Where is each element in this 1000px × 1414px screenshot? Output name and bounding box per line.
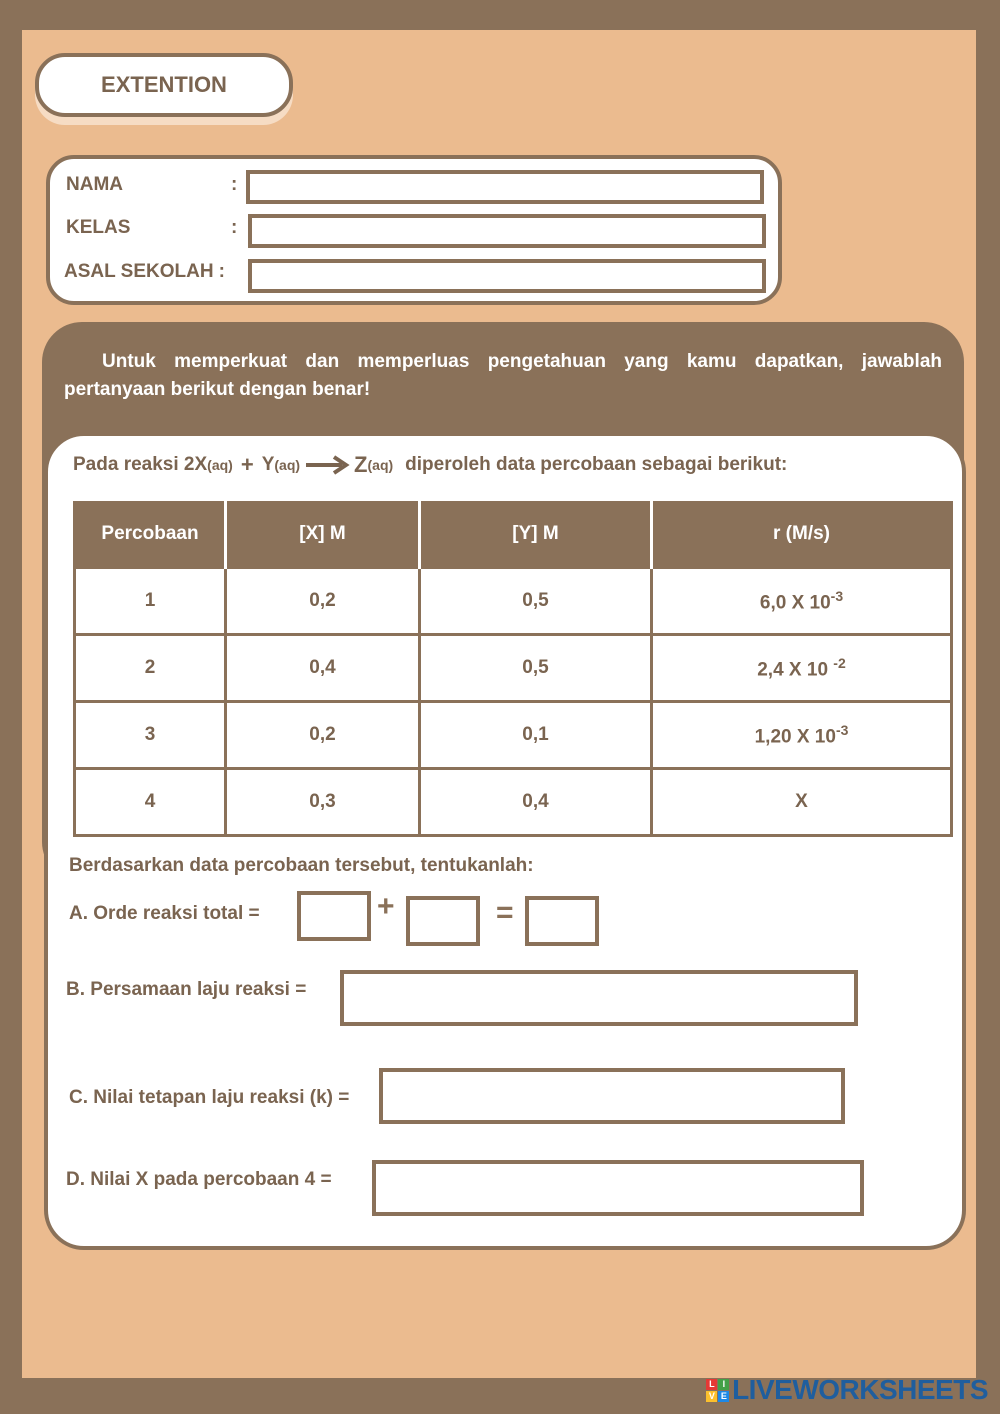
live-logo-icon	[706, 1379, 729, 1402]
section-title-badge	[35, 53, 293, 117]
cell-no: 4	[75, 769, 226, 836]
rate-exponent: -3	[835, 721, 849, 738]
live-letter: I	[718, 1379, 729, 1390]
reaction-y-state: (aq)	[274, 457, 301, 473]
reaction-z: Z	[354, 452, 368, 477]
cell-y: 0,4	[420, 769, 652, 836]
identity-row-kelas	[66, 213, 249, 243]
question-a-label: A. Orde reaksi total =	[69, 903, 260, 924]
question-c-label: C. Nilai tetapan laju reaksi (k) =	[69, 1087, 350, 1108]
identity-row-asal-sekolah	[64, 257, 225, 287]
kelas-field[interactable]	[248, 214, 766, 248]
rate-base: 6,0 X 10	[759, 592, 831, 614]
answer-b-rate-equation[interactable]	[340, 970, 858, 1026]
table-row	[75, 769, 952, 836]
live-letter: L	[706, 1379, 717, 1390]
kelas-label: KELAS	[66, 217, 131, 238]
asal-sekolah-colon: :	[218, 261, 225, 282]
header-y-concentration: [Y] M	[420, 501, 652, 568]
asal-sekolah-label: ASAL SEKOLAH	[64, 261, 214, 282]
question-b-label: B. Persamaan laju reaksi =	[66, 979, 307, 1000]
header-x-concentration: [X] M	[226, 501, 420, 568]
cell-rate	[652, 769, 952, 836]
reaction-x-state: (aq)	[207, 457, 233, 473]
answer-a-order-x[interactable]	[297, 891, 371, 941]
answer-c-rate-constant[interactable]	[379, 1068, 845, 1124]
reaction-plus: +	[240, 452, 254, 477]
cell-y: 0,5	[420, 635, 652, 702]
table-row	[75, 702, 952, 769]
rate-base: 2,4 X 10	[757, 659, 834, 681]
question-d-label: D. Nilai X pada percobaan 4 =	[66, 1169, 332, 1190]
table-header-row	[75, 501, 952, 568]
live-letter: E	[718, 1391, 729, 1402]
nama-label: NAMA	[66, 174, 123, 195]
answer-a-plus: +	[377, 890, 395, 923]
cell-x: 0,3	[226, 769, 420, 836]
rate-exponent: -3	[830, 587, 844, 604]
cell-x: 0,2	[226, 702, 420, 769]
identity-row-nama	[66, 170, 249, 200]
reaction-suffix: diperoleh data percobaan sebagai berikut:	[405, 454, 788, 475]
rate-base: 1,20 X 10	[754, 726, 836, 748]
rate-base: X	[795, 791, 808, 812]
cell-no: 3	[75, 702, 226, 769]
cell-y: 0,5	[420, 568, 652, 635]
cell-no: 1	[75, 568, 226, 635]
cell-rate	[652, 702, 952, 769]
live-letter: V	[706, 1391, 717, 1402]
cell-no: 2	[75, 635, 226, 702]
brand-name: LIVEWORKSHEETS	[732, 1374, 988, 1405]
nama-field[interactable]	[246, 170, 764, 204]
questions-intro: Berdasarkan data percobaan tersebut, tentukanlah:	[69, 855, 534, 876]
reaction-arrow-icon	[304, 455, 350, 475]
answer-a-order-y[interactable]	[406, 896, 480, 946]
section-title: EXTENTION	[101, 72, 227, 97]
cell-rate	[652, 568, 952, 635]
liveworksheets-logo	[706, 1374, 988, 1406]
table-row	[75, 568, 952, 635]
answer-a-total-order[interactable]	[525, 896, 599, 946]
reaction-z-state: (aq)	[367, 457, 394, 473]
asal-sekolah-field[interactable]	[248, 259, 766, 293]
cell-x: 0,4	[226, 635, 420, 702]
reaction-prefix: Pada reaksi 2X	[73, 454, 208, 475]
experiment-data-table	[73, 501, 953, 837]
instruction-text: Untuk memperkuat dan memperluas pengetahuan yang kamu dapatkan, jawablah pertanyaan berikut dengan benar!	[64, 351, 942, 400]
reaction-y: Y	[261, 454, 275, 475]
answer-d-x-value[interactable]	[372, 1160, 864, 1216]
nama-colon: :	[231, 174, 238, 195]
reaction-equation	[73, 452, 787, 478]
cell-x: 0,2	[226, 568, 420, 635]
answer-a-equals: =	[496, 896, 514, 929]
kelas-colon: :	[231, 217, 238, 238]
table-row	[75, 635, 952, 702]
cell-rate	[652, 635, 952, 702]
header-percobaan: Percobaan	[75, 501, 226, 568]
rate-exponent: -2	[833, 654, 846, 671]
header-rate: r (M/s)	[652, 501, 952, 568]
cell-y: 0,1	[420, 702, 652, 769]
